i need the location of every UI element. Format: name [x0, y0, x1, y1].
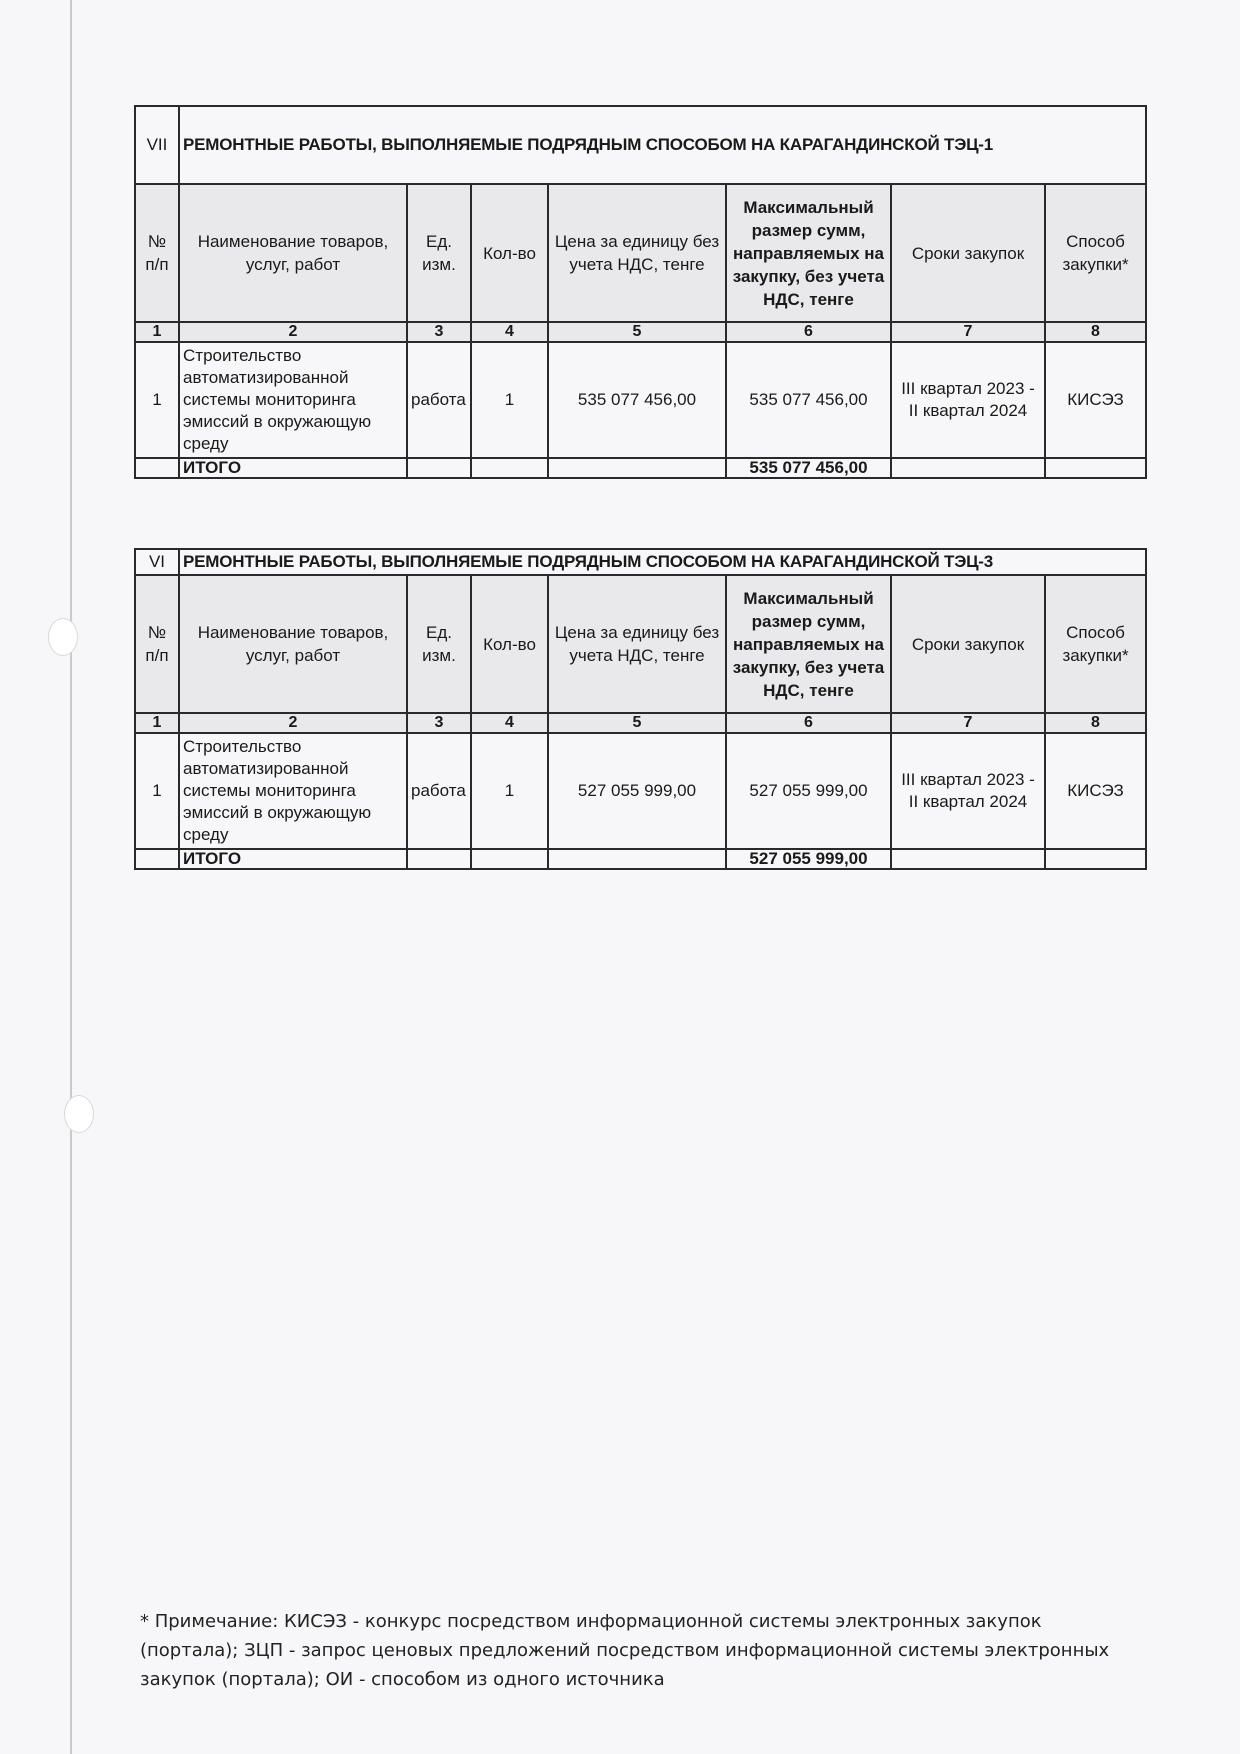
empty-cell	[407, 849, 471, 869]
item-quantity: 1	[471, 733, 548, 849]
empty-cell	[891, 458, 1045, 478]
punch-hole	[64, 1095, 94, 1133]
header-cell: Ед. изм.	[407, 184, 471, 322]
header-cell: Максимальный размер сумм, направляемых на закупку, без учета НДС, тенге	[726, 184, 891, 322]
punch-hole	[48, 618, 78, 656]
column-number: 3	[407, 322, 471, 342]
section-number: VII	[135, 106, 179, 184]
empty-cell	[471, 849, 548, 869]
empty-cell	[135, 849, 179, 869]
item-period: III квартал 2023 - II квартал 2024	[891, 733, 1045, 849]
total-label: ИТОГО	[179, 849, 407, 869]
header-row	[135, 184, 1146, 322]
header-cell: № п/п	[135, 575, 179, 713]
section-title: РЕМОНТНЫЕ РАБОТЫ, ВЫПОЛНЯЕМЫЕ ПОДРЯДНЫМ СПОСОБОМ НА КАРАГАНДИНСКОЙ ТЭЦ-1	[179, 106, 1146, 184]
procurement-table-tec1	[134, 105, 1147, 479]
column-number: 1	[135, 322, 179, 342]
footnote: * Примечание: КИСЭЗ - конкурс посредством информационной системы электронных закупок (портала); ЗЦП - запрос ценовых предложений посредством информационной системы электронных закупок (портала); ОИ - способом из одного источника	[140, 1611, 1110, 1690]
column-number: 4	[471, 713, 548, 733]
table-row	[135, 342, 1146, 458]
column-number: 8	[1045, 322, 1146, 342]
empty-cell	[1045, 458, 1146, 478]
row-number: 1	[135, 342, 179, 458]
header-row	[135, 575, 1146, 713]
empty-cell	[548, 458, 726, 478]
header-cell: Цена за единицу без учета НДС, тенге	[548, 184, 726, 322]
row-number: 1	[135, 733, 179, 849]
column-number: 6	[726, 713, 891, 733]
column-number: 5	[548, 322, 726, 342]
header-cell: Сроки закупок	[891, 184, 1045, 322]
header-cell: Ед. изм.	[407, 575, 471, 713]
empty-cell	[407, 458, 471, 478]
total-sum: 527 055 999,00	[726, 849, 891, 869]
binding-edge-line	[70, 0, 72, 1754]
item-name: Строительство автоматизированной системы мониторинга эмиссий в окружающую среду	[179, 733, 407, 849]
column-number: 5	[548, 713, 726, 733]
column-number: 6	[726, 322, 891, 342]
header-cell: Наименование товаров, услуг, работ	[179, 184, 407, 322]
column-number: 8	[1045, 713, 1146, 733]
empty-cell	[471, 458, 548, 478]
header-cell: Максимальный размер сумм, направляемых на закупку, без учета НДС, тенге	[726, 575, 891, 713]
total-sum: 535 077 456,00	[726, 458, 891, 478]
item-method: КИСЭЗ	[1045, 733, 1146, 849]
item-period: III квартал 2023 - II квартал 2024	[891, 342, 1045, 458]
column-number: 7	[891, 322, 1045, 342]
header-cell: Кол-во	[471, 575, 548, 713]
header-cell: Кол-во	[471, 184, 548, 322]
procurement-table-tec3	[134, 548, 1147, 870]
column-number: 1	[135, 713, 179, 733]
header-cell: Сроки закупок	[891, 575, 1045, 713]
column-number: 2	[179, 713, 407, 733]
header-cell: Способ закупки*	[1045, 184, 1146, 322]
item-unit: работа	[407, 342, 471, 458]
section-title-row	[135, 106, 1146, 184]
header-cell: № п/п	[135, 184, 179, 322]
column-number-row	[135, 713, 1146, 733]
item-unit: работа	[407, 733, 471, 849]
section-title: РЕМОНТНЫЕ РАБОТЫ, ВЫПОЛНЯЕМЫЕ ПОДРЯДНЫМ СПОСОБОМ НА КАРАГАНДИНСКОЙ ТЭЦ-3	[179, 549, 1146, 575]
total-row	[135, 458, 1146, 478]
section-title-row	[135, 549, 1146, 575]
column-number: 4	[471, 322, 548, 342]
header-cell: Способ закупки*	[1045, 575, 1146, 713]
empty-cell	[135, 458, 179, 478]
item-max-sum: 535 077 456,00	[726, 342, 891, 458]
item-method: КИСЭЗ	[1045, 342, 1146, 458]
total-label: ИТОГО	[179, 458, 407, 478]
empty-cell	[1045, 849, 1146, 869]
column-number-row	[135, 322, 1146, 342]
empty-cell	[548, 849, 726, 869]
table-row	[135, 733, 1146, 849]
column-number: 7	[891, 713, 1045, 733]
item-unit-price: 535 077 456,00	[548, 342, 726, 458]
item-name: Строительство автоматизированной системы мониторинга эмиссий в окружающую среду	[179, 342, 407, 458]
empty-cell	[891, 849, 1045, 869]
item-quantity: 1	[471, 342, 548, 458]
total-row	[135, 849, 1146, 869]
item-unit-price: 527 055 999,00	[548, 733, 726, 849]
column-number: 2	[179, 322, 407, 342]
header-cell: Цена за единицу без учета НДС, тенге	[548, 575, 726, 713]
item-max-sum: 527 055 999,00	[726, 733, 891, 849]
section-number: VI	[135, 549, 179, 575]
header-cell: Наименование товаров, услуг, работ	[179, 575, 407, 713]
column-number: 3	[407, 713, 471, 733]
